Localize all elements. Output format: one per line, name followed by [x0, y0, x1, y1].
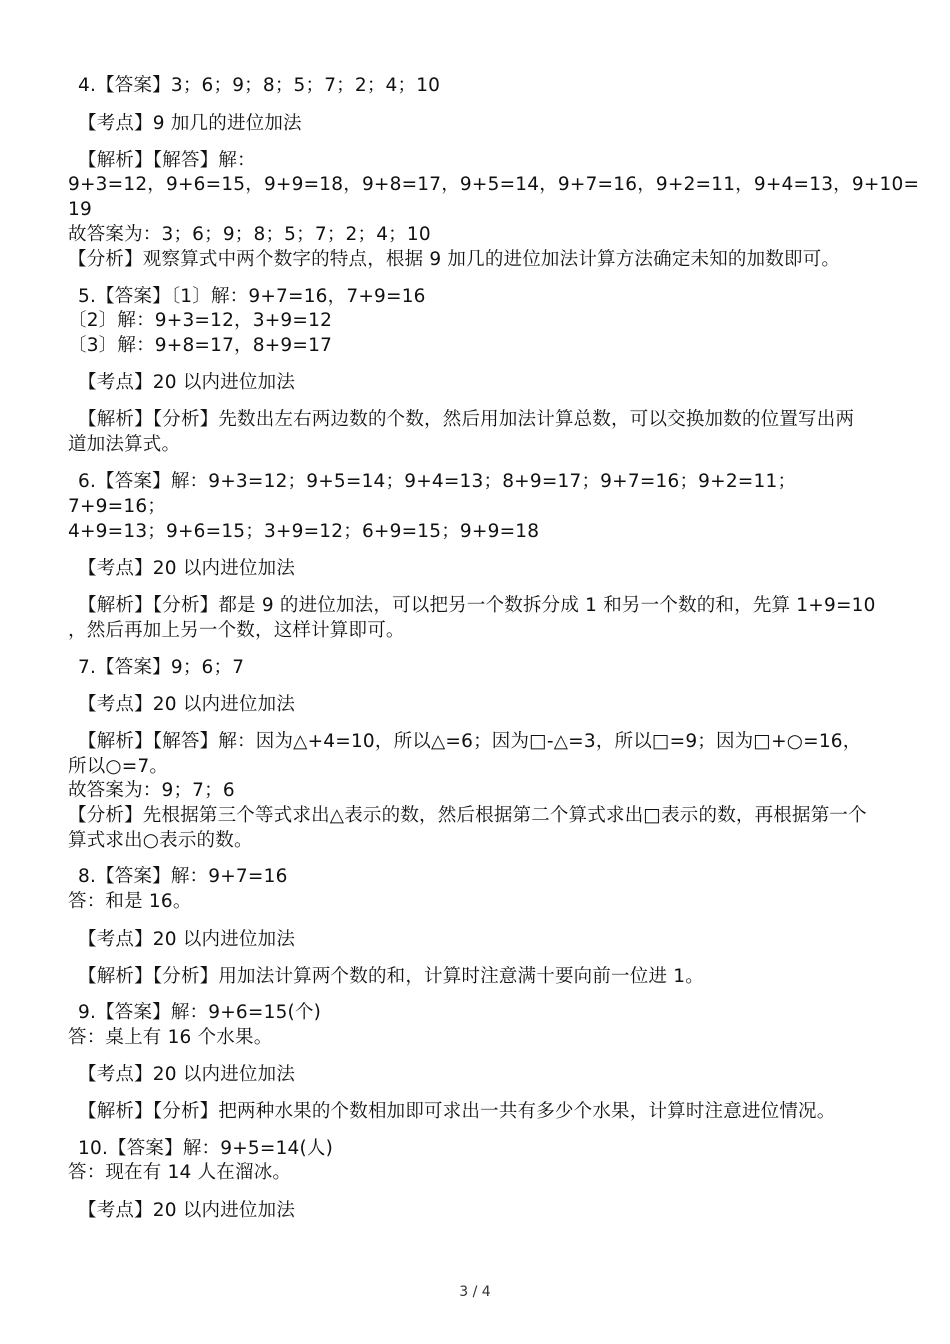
answer-9: 9.【答案】解：9+6=15(个): [78, 1002, 322, 1023]
answer-5-part3: 〔3〕解：9+8=17，8+9=17: [68, 335, 333, 356]
answer-10-reply: 答：现在有 14 人在溜冰。: [68, 1162, 292, 1183]
kaodian-10: 【考点】20 以内进位加法: [78, 1200, 296, 1221]
fenxi-7: 【分析】先根据第三个等式求出△表示的数，然后根据第二个算式求出□表示的数，再根据第一个: [68, 805, 867, 826]
fenxi-4: 【分析】观察算式中两个数字的特点，根据 9 加几的进位加法计算方法确定未知的加数即可。: [68, 249, 841, 270]
kaodian-9: 【考点】20 以内进位加法: [78, 1064, 296, 1085]
answer-7: 7.【答案】9；6；7: [78, 657, 245, 678]
jiexi-8: 【解析】【分析】用加法计算两个数的和，计算时注意满十要向前一位进 1。: [78, 966, 704, 987]
fenxi-7-cont: 算式求出○表示的数。: [68, 830, 253, 851]
answer-5-part2: 〔2〕解：9+3=12，3+9=12: [68, 310, 333, 331]
answer-5: 5.【答案】〔1〕解：9+7=16，7+9=16: [78, 286, 426, 307]
jiexi-5: 【解析】【分析】先数出左右两边数的个数，然后用加法计算总数，可以交换加数的位置写出两: [78, 409, 855, 430]
jiexi-7: 【解析】【解答】解：因为△+4=10，所以△=6；因为□-△=3，所以□=9；因为□+○=16，: [78, 731, 862, 752]
jiexi-7-cont: 所以○=7。: [68, 756, 169, 777]
kaodian-4: 【考点】9 加几的进位加法: [78, 113, 302, 134]
jiexi-9: 【解析】【分析】把两种水果的个数相加即可求出一共有多少个水果，计算时注意进位情况。: [78, 1101, 836, 1122]
answer-6-cont: 7+9=16；: [68, 496, 166, 517]
jiexi-4-result: 故答案为：3；6；9；8；5；7；2；4；10: [68, 224, 431, 245]
answer-8: 8.【答案】解：9+7=16: [78, 866, 288, 887]
answer-6-line2: 4+9=13；9+6=15；3+9=12；6+9=15；9+9=18: [68, 521, 540, 542]
jiexi-4: 【解析】【解答】解：: [78, 150, 256, 171]
jiexi-4-calc: 9+3=12，9+6=15，9+9=18，9+8=17，9+5=14，9+7=16，9+2=11，9+4=13，9+10=: [68, 174, 920, 195]
kaodian-8: 【考点】20 以内进位加法: [78, 929, 296, 950]
page-number: 3 / 4: [459, 1284, 491, 1300]
kaodian-5: 【考点】20 以内进位加法: [78, 372, 296, 393]
jiexi-6: 【解析】【分析】都是 9 的进位加法，可以把另一个数拆分成 1 和另一个数的和，先算 1+9=10: [78, 595, 876, 616]
jiexi-7-result: 故答案为：9；7；6: [68, 780, 235, 801]
jiexi-5-cont: 道加法算式。: [68, 434, 181, 455]
jiexi-6-cont: ，然后再加上另一个数，这样计算即可。: [68, 620, 405, 641]
answer-10: 10.【答案】解：9+5=14(人): [78, 1138, 334, 1159]
answer-4: 4.【答案】3；6；9；8；5；7；2；4；10: [78, 75, 441, 96]
jiexi-4-calc-cont: 19: [68, 199, 92, 220]
answer-6: 6.【答案】解：9+3=12；9+5=14；9+4=13；8+9=17；9+7=16；9+2=11；: [78, 471, 797, 492]
answer-8-reply: 答：和是 16。: [68, 891, 192, 912]
kaodian-6: 【考点】20 以内进位加法: [78, 558, 296, 579]
kaodian-7: 【考点】20 以内进位加法: [78, 694, 296, 715]
answer-9-reply: 答：桌上有 16 个水果。: [68, 1027, 273, 1048]
